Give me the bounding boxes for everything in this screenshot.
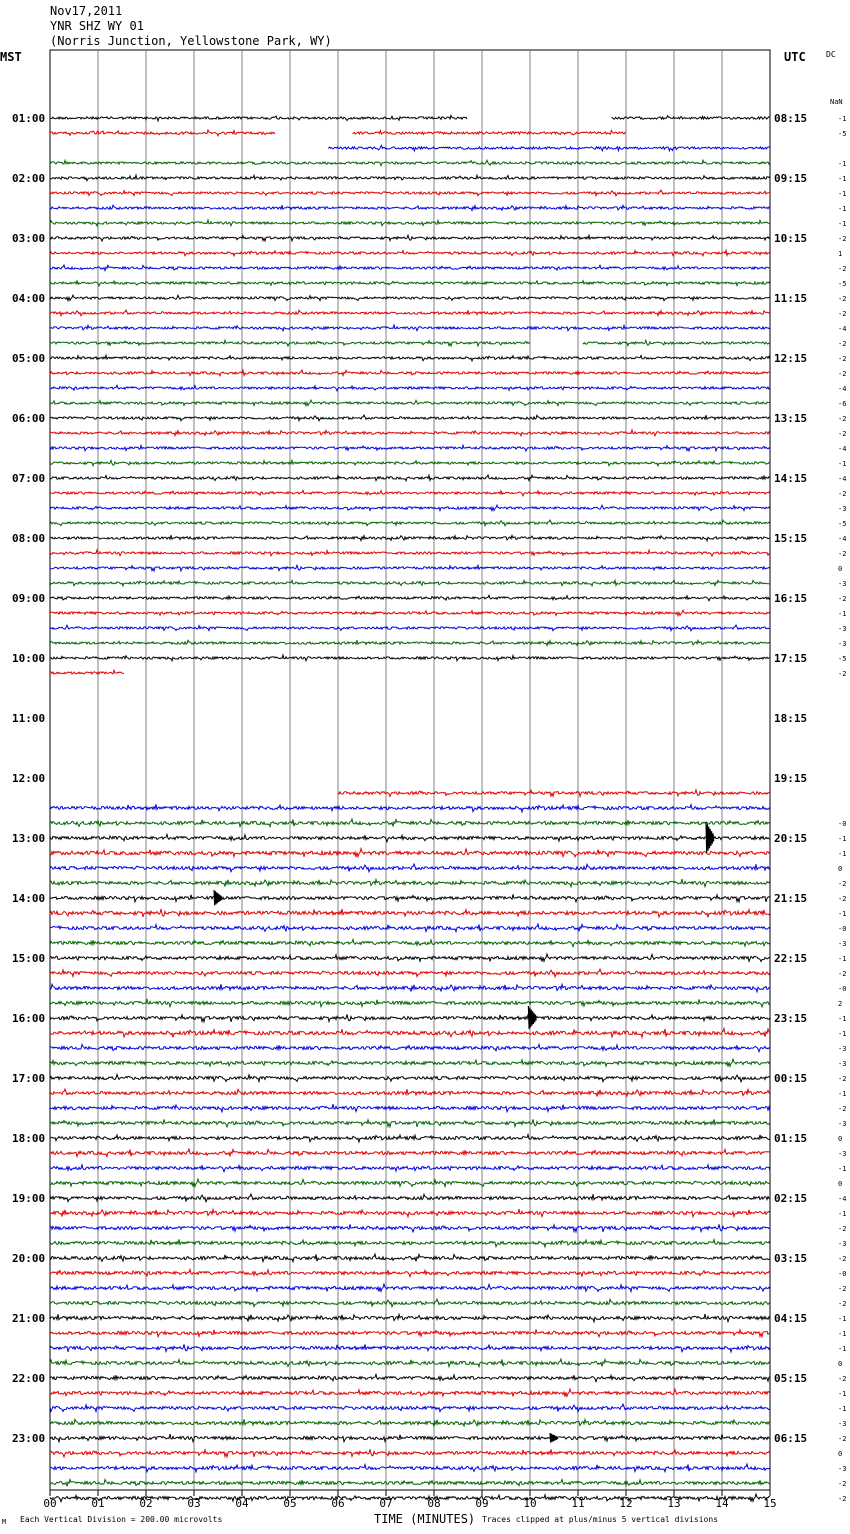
right-hour-label: 03:15 (774, 1252, 808, 1265)
dc-offset-label: -2 (838, 595, 847, 603)
trace-row-78 (50, 1284, 770, 1292)
trace-row-87 (50, 1419, 770, 1426)
right-hour-label: 17:15 (774, 652, 808, 665)
x-tick-label: 05 (283, 1497, 297, 1510)
right-hour-label: 21:15 (774, 892, 808, 905)
trace-row-54 (50, 924, 770, 932)
dc-offset-label: 0 (838, 865, 843, 873)
scale-note: Each Vertical Division = 200.00 microvolts (20, 1515, 223, 1524)
right-hour-label: 00:15 (774, 1072, 808, 1085)
logo-mark: M (2, 1518, 7, 1526)
event-2 (528, 1006, 536, 1029)
dc-offset-label: -2 (838, 415, 847, 423)
right-hour-label: 02:15 (774, 1192, 808, 1205)
trace-row-79 (50, 1299, 770, 1307)
header-location: (Norris Junction, Yellowstone Park, WY) (50, 34, 332, 48)
trace-row-1 (50, 130, 275, 136)
trace-row-81 (50, 1329, 770, 1337)
trace-row-28 (50, 535, 770, 541)
trace-row-90 (50, 1464, 770, 1472)
trace-row-15 (583, 340, 770, 345)
dc-offset-label: -1 (838, 205, 847, 213)
trace-row-77 (50, 1269, 770, 1276)
trace-row-80 (50, 1314, 770, 1322)
dc-offset-label: -4 (838, 475, 847, 483)
seismic-events (214, 822, 714, 1443)
trace-row-21 (50, 430, 770, 436)
dc-offset-label: -0 (838, 1270, 847, 1278)
dc-offset-label: -2 (838, 1225, 847, 1233)
trace-row-74 (50, 1224, 770, 1232)
trace-row-65 (50, 1089, 770, 1096)
dc-offset-label: -1 (838, 850, 847, 858)
dc-offset-label: 0 (838, 565, 843, 573)
header-station: YNR SHZ WY 01 (50, 19, 144, 33)
dc-offset-label: -1 (838, 1345, 847, 1353)
dc-offset-label: -1 (838, 1030, 847, 1038)
dc-offset-label: 1 (838, 250, 843, 258)
dc-offset-label: 0 (838, 1180, 843, 1188)
dc-offset-label: 2 (838, 1000, 843, 1008)
left-hour-label: 09:00 (12, 592, 46, 605)
x-tick-label: 00 (43, 1497, 57, 1510)
trace-row-89 (50, 1449, 770, 1457)
dc-offset-label: -5 (838, 655, 847, 663)
right-hour-label: 11:15 (774, 292, 808, 305)
dc-offset-label: -3 (838, 625, 847, 633)
trace-row-70 (50, 1165, 770, 1172)
dc-offset-label: -1 (838, 160, 847, 168)
dc-offset-label: -2 (838, 1375, 847, 1383)
left-hour-label: 12:00 (12, 772, 46, 785)
trace-row-16 (50, 355, 770, 361)
trace-row-19 (50, 400, 770, 406)
event-0 (706, 822, 714, 853)
trace-row-51 (50, 879, 770, 887)
trace-row-34 (50, 625, 770, 631)
dc-offset-label: -2 (838, 1105, 847, 1113)
dc-offset-label: -6 (838, 400, 847, 408)
trace-row-13 (50, 310, 770, 316)
left-hour-label: 13:00 (12, 832, 46, 845)
trace-row-68 (50, 1135, 770, 1142)
dc-offset-label: -2 (838, 550, 847, 558)
trace-row-12 (50, 295, 770, 301)
left-hour-label: 05:00 (12, 352, 46, 365)
dc-offset-label: -3 (838, 640, 847, 648)
x-tick-label: 07 (379, 1497, 393, 1510)
trace-row-83 (50, 1359, 770, 1367)
x-tick-label: 03 (187, 1497, 201, 1510)
trace-row-56 (50, 954, 770, 962)
trace-row-69 (50, 1149, 770, 1157)
trace-row-37 (50, 670, 124, 674)
left-hour-label: 14:00 (12, 892, 46, 905)
trace-row-76 (50, 1254, 770, 1262)
left-hour-label: 22:00 (12, 1372, 46, 1385)
trace-row-64 (50, 1074, 770, 1081)
dc-offset-label: 0 (838, 1360, 843, 1368)
x-tick-label: 13 (667, 1497, 681, 1510)
dc-offset-label: -2 (838, 355, 847, 363)
trace-row-55 (50, 939, 770, 946)
dc-offset-label: -2 (838, 1300, 847, 1308)
left-hour-label: 06:00 (12, 412, 46, 425)
trace-row-85 (50, 1389, 770, 1397)
dc-offset-label: -2 (838, 490, 847, 498)
right-hour-label: 06:15 (774, 1432, 808, 1445)
dc-offset-label: -3 (838, 1120, 847, 1128)
right-hour-label: 16:15 (774, 592, 808, 605)
dc-offset-label: -3 (838, 1240, 847, 1248)
trace-row-8 (50, 235, 770, 241)
x-tick-label: 01 (91, 1497, 105, 1510)
dc-offset-label: -1 (838, 835, 847, 843)
seismic-traces (50, 115, 770, 1501)
dc-offset-label: 0 (838, 1135, 843, 1143)
dc-offset-label: -1 (838, 1405, 847, 1413)
x-axis-label: TIME (MINUTES) (374, 1512, 476, 1526)
right-hour-label: 08:15 (774, 112, 808, 125)
trace-row-14 (50, 325, 770, 331)
x-tick-label: 04 (235, 1497, 249, 1510)
trace-row-23 (50, 460, 770, 466)
trace-row-27 (50, 520, 770, 526)
dc-offset-label: -1 (838, 1315, 847, 1323)
right-hour-label: 22:15 (774, 952, 808, 965)
dc-offset-label: -2 (838, 1285, 847, 1293)
dc-offset-label: -1 (838, 1165, 847, 1173)
right-hour-label: 19:15 (774, 772, 808, 785)
dc-offset-label: -1 (838, 1330, 847, 1338)
dc-offset-label: -3 (838, 1420, 847, 1428)
dc-offset-label: -2 (838, 235, 847, 243)
right-hour-label: 01:15 (774, 1132, 808, 1145)
dc-offset-label: -0 (838, 820, 847, 828)
event-3 (550, 1433, 558, 1443)
dc-offset-label: -1 (838, 175, 847, 183)
left-hour-label: 20:00 (12, 1252, 46, 1265)
trace-row-84 (50, 1374, 770, 1381)
trace-row-11 (50, 281, 770, 286)
right-hour-label: 14:15 (774, 472, 808, 485)
trace-row-3 (50, 160, 770, 165)
dc-offset-label: -3 (838, 580, 847, 588)
dc-offset-label: -4 (838, 535, 847, 543)
dc-offset-label: -0 (838, 925, 847, 933)
dc-offset-label: -2 (838, 265, 847, 273)
x-tick-label: 15 (763, 1497, 777, 1510)
trace-row-71 (50, 1179, 770, 1187)
dc-offset-label: -1 (838, 910, 847, 918)
right-hour-label: 12:15 (774, 352, 808, 365)
trace-row-7 (50, 220, 770, 226)
x-tick-label: 09 (475, 1497, 489, 1510)
dc-offset-label: -1 (838, 220, 847, 228)
left-hour-label: 10:00 (12, 652, 46, 665)
dc-label: DC (826, 50, 836, 59)
trace-row-22 (50, 445, 770, 451)
right-hour-label: 10:15 (774, 232, 808, 245)
right-timezone-label: UTC (784, 50, 806, 64)
trace-row-25 (50, 490, 770, 496)
trace-row-20 (50, 415, 770, 421)
left-hour-label: 18:00 (12, 1132, 46, 1145)
trace-row-92 (50, 1494, 770, 1502)
left-hour-label: 19:00 (12, 1192, 46, 1205)
trace-row-5 (50, 190, 770, 196)
left-hour-label: 04:00 (12, 292, 46, 305)
left-hour-label: 01:00 (12, 112, 46, 125)
dc-offset-label: -2 (838, 430, 847, 438)
left-hour-label: 03:00 (12, 232, 46, 245)
dc-offset-label: -2 (838, 1435, 847, 1443)
trace-row-45 (338, 790, 770, 797)
dc-offset-label: -1 (838, 115, 847, 123)
x-tick-label: 06 (331, 1497, 345, 1510)
trace-row-66 (50, 1104, 770, 1112)
left-hour-label: 08:00 (12, 532, 46, 545)
x-tick-label: 08 (427, 1497, 441, 1510)
left-hour-label: 07:00 (12, 472, 46, 485)
left-hour-label: 16:00 (12, 1012, 46, 1025)
trace-row-58 (50, 984, 770, 992)
dc-offset-label: -1 (838, 1210, 847, 1218)
trace-row-46 (50, 804, 770, 812)
trace-row-26 (50, 505, 770, 511)
dc-offset-label: -1 (838, 190, 847, 198)
dc-offset-label: -2 (838, 295, 847, 303)
trace-row-86 (50, 1404, 770, 1412)
dc-offset-label: -2 (838, 370, 847, 378)
dc-offset-label: -0 (838, 985, 847, 993)
x-axis-ticks (43, 1490, 776, 1510)
x-tick-label: 11 (571, 1497, 585, 1510)
hour-labels (12, 112, 807, 1445)
trace-row-59 (50, 999, 770, 1007)
nan-label: NaN (830, 98, 843, 106)
left-hour-label: 21:00 (12, 1312, 46, 1325)
right-hour-label: 18:15 (774, 712, 808, 725)
dc-offset-label: -1 (838, 955, 847, 963)
trace-row-2 (328, 145, 769, 151)
event-1 (214, 890, 222, 905)
dc-offset-label: -3 (838, 940, 847, 948)
trace-row-36 (50, 655, 770, 661)
dc-offset-label: -3 (838, 1465, 847, 1473)
trace-row-24 (50, 475, 770, 481)
right-hour-label: 05:15 (774, 1372, 808, 1385)
dc-offset-label: -1 (838, 1090, 847, 1098)
right-hour-label: 13:15 (774, 412, 808, 425)
trace-row-0 (612, 116, 770, 120)
dc-offset-label: -2 (838, 310, 847, 318)
dc-offset-label: -1 (838, 1015, 847, 1023)
dc-offset-label: -2 (838, 1495, 847, 1503)
clip-note: Traces clipped at plus/minus 5 vertical divisions (482, 1515, 719, 1524)
dc-offset-label: -1 (838, 610, 847, 618)
trace-row-1 (352, 130, 625, 134)
trace-row-52 (50, 894, 770, 902)
trace-row-31 (50, 580, 770, 586)
dc-offset-label: -2 (838, 1075, 847, 1083)
dc-offset-label: -3 (838, 1060, 847, 1068)
trace-row-88 (50, 1434, 770, 1442)
trace-row-48 (50, 834, 770, 841)
trace-row-75 (50, 1239, 770, 1247)
trace-row-35 (50, 640, 770, 645)
x-tick-label: 14 (715, 1497, 729, 1510)
right-hour-label: 15:15 (774, 532, 808, 545)
left-timezone-label: MST (0, 50, 22, 64)
dc-offset-label: -3 (838, 1045, 847, 1053)
trace-row-30 (50, 565, 770, 571)
trace-row-33 (50, 610, 770, 616)
dc-offset-label: -3 (838, 505, 847, 513)
trace-row-50 (50, 864, 770, 872)
trace-row-10 (50, 265, 770, 271)
trace-row-17 (50, 370, 770, 376)
dc-offset-label: -5 (838, 130, 847, 138)
dc-offset-label: -4 (838, 385, 847, 393)
trace-row-9 (50, 250, 770, 256)
left-hour-label: 17:00 (12, 1072, 46, 1085)
trace-row-82 (50, 1344, 770, 1352)
dc-offset-labels (838, 115, 846, 1503)
dc-offset-label: -2 (838, 1480, 847, 1488)
trace-row-57 (50, 969, 770, 977)
dc-offset-label: 0 (838, 1450, 843, 1458)
left-hour-label: 15:00 (12, 952, 46, 965)
trace-row-73 (50, 1209, 770, 1217)
x-tick-label: 12 (619, 1497, 633, 1510)
trace-row-91 (50, 1479, 770, 1486)
left-hour-label: 02:00 (12, 172, 46, 185)
right-hour-label: 20:15 (774, 832, 808, 845)
dc-offset-label: -5 (838, 520, 847, 528)
trace-row-18 (50, 385, 770, 391)
right-hour-label: 09:15 (774, 172, 808, 185)
trace-row-0 (50, 115, 467, 121)
trace-row-47 (50, 819, 770, 827)
x-tick-label: 10 (523, 1497, 537, 1510)
trace-row-49 (50, 849, 770, 858)
trace-row-61 (50, 1029, 770, 1038)
trace-row-63 (50, 1059, 770, 1067)
trace-row-53 (50, 909, 770, 918)
dc-offset-label: -2 (838, 340, 847, 348)
right-hour-label: 04:15 (774, 1312, 808, 1325)
dc-offset-label: -2 (838, 880, 847, 888)
dc-offset-label: -5 (838, 280, 847, 288)
trace-row-4 (50, 175, 770, 181)
dc-offset-label: -2 (838, 670, 847, 678)
trace-row-29 (50, 550, 770, 556)
x-tick-label: 02 (139, 1497, 153, 1510)
left-hour-label: 11:00 (12, 712, 46, 725)
dc-offset-label: -2 (838, 895, 847, 903)
dc-offset-label: -4 (838, 1195, 847, 1203)
trace-row-32 (50, 595, 770, 601)
dc-offset-label: -4 (838, 445, 847, 453)
trace-row-6 (50, 205, 770, 210)
trace-row-62 (50, 1044, 770, 1051)
left-hour-label: 23:00 (12, 1432, 46, 1445)
trace-row-67 (50, 1119, 770, 1127)
dc-offset-label: -3 (838, 1150, 847, 1158)
dc-offset-label: -2 (838, 970, 847, 978)
dc-offset-label: -1 (838, 1390, 847, 1398)
dc-offset-label: -2 (838, 1255, 847, 1263)
plot-frame (50, 50, 770, 1490)
trace-row-72 (50, 1194, 770, 1202)
header-date: Nov17,2011 (50, 4, 123, 18)
dc-offset-label: -1 (838, 460, 847, 468)
trace-row-60 (50, 1014, 770, 1021)
right-hour-label: 23:15 (774, 1012, 808, 1025)
dc-offset-label: -4 (838, 325, 847, 333)
